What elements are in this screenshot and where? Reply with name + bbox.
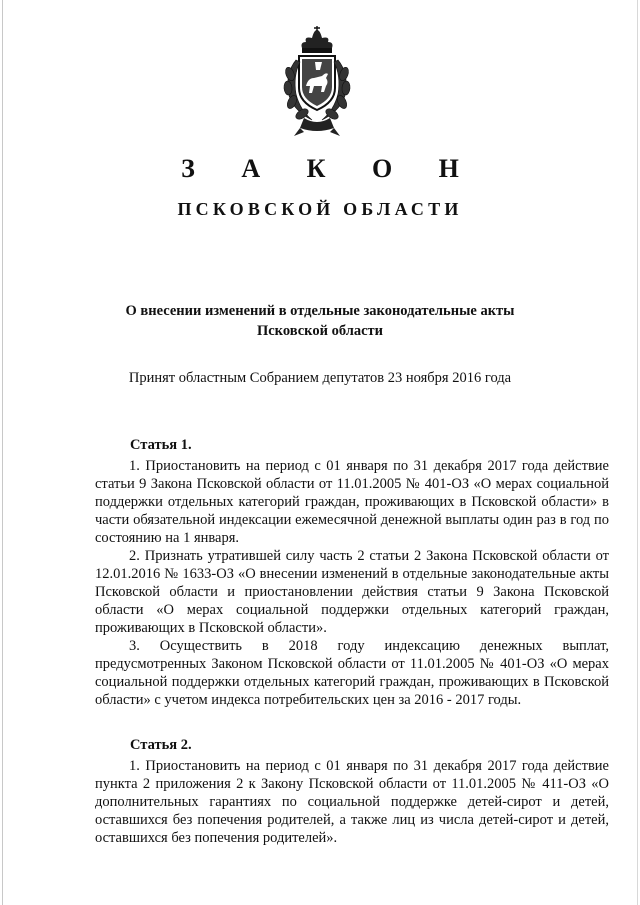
article-2-title: Статья 2. (130, 737, 192, 753)
article-1-paragraph-2: 2. Признать утратившей силу часть 2 статьи 2 Закона Псковской области от 12.01.2016 № 1633-ОЗ «О внесении изменений в отдельные законодательные акты Псковской области и приостановлении действия статьи 9 Закона Псковской области «О мерах социальной поддержки отдельных категорий граждан, проживающих в Псковской области». (95, 548, 609, 636)
article-1-paragraph-1: 1. Приостановить на период с 01 января по 31 декабря 2017 года действие статьи 9 Закона Псковской области от 11.01.2005 № 401-ОЗ «О мерах социальной поддержки отдельных категорий граждан, проживающих в Псковской области» в части обязательной индексации ежемесячной денежной выплаты один раз в год по состоянию на 1 января. (95, 458, 609, 546)
coat-of-arms-emblem (266, 26, 368, 142)
scan-edge-right (637, 0, 638, 905)
document-title: З А К О Н (181, 154, 479, 183)
article-1-body (95, 457, 609, 709)
article-2-paragraph-1: 1. Приостановить на период с 01 января по 31 декабря 2017 года действие пункта 2 приложения 2 к Закону Псковской области от 11.01.2005 № 411-ОЗ «О дополнительных гарантиях по социальной поддержке детей-сирот и детей, оставшихся без попечения родителей, а также лиц из числа детей-сирот и детей, оставшихся без попечения родителей». (95, 758, 609, 846)
document-subtitle: ПСКОВСКОЙ ОБЛАСТИ (177, 199, 463, 219)
article-1-paragraph-3: 3. Осуществить в 2018 году индексацию денежных выплат, предусмотренных Законом Псковской области от 11.01.2005 № 401-ОЗ «О мерах социальной поддержки отдельных категорий граждан, проживающих в Псковской области» с учетом индекса потребительских цен за 2016 - 2017 годы. (95, 638, 609, 708)
law-heading-line2: Псковской области (256, 323, 384, 339)
article-2-body (95, 757, 609, 847)
law-heading-line1: О внесении изменений в отдельные законодательные акты (125, 303, 515, 319)
adoption-line: Принят областным Собранием депутатов 23 ноября 2016 года (128, 370, 512, 386)
article-1-title: Статья 1. (130, 437, 192, 453)
scan-edge-left (2, 0, 3, 905)
law-heading (0, 301, 640, 341)
